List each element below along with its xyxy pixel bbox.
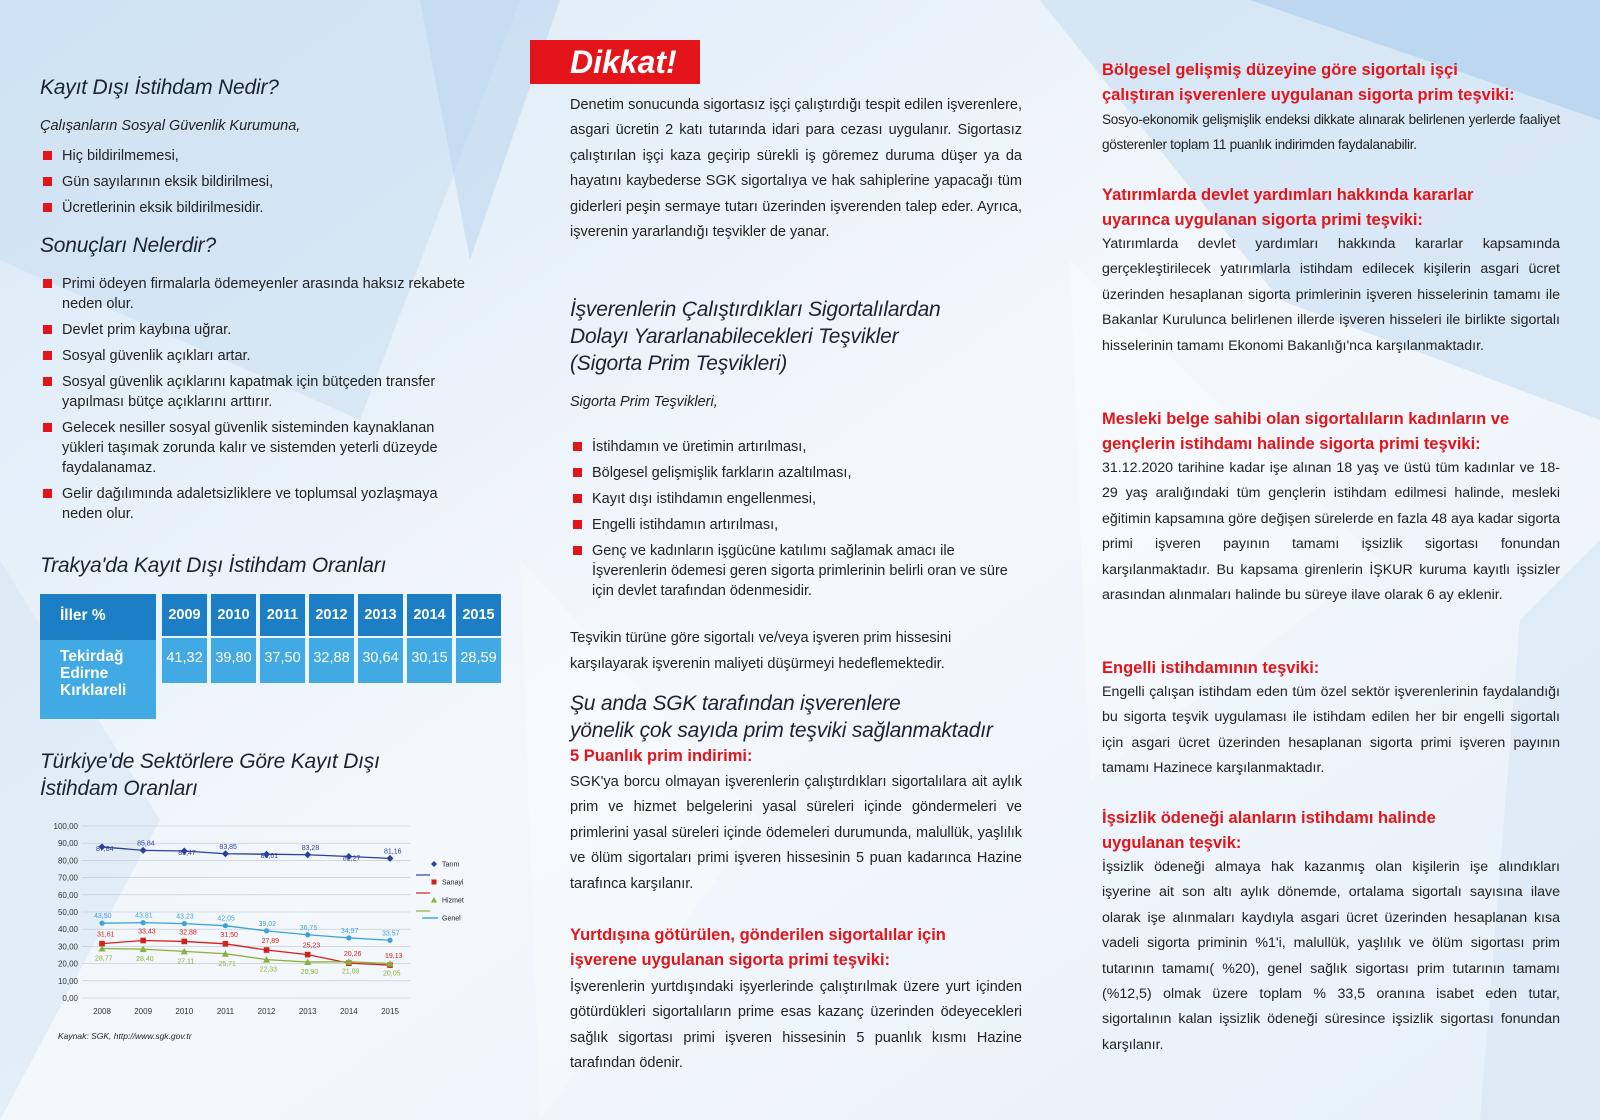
data-point: [182, 921, 187, 926]
data-label: 28,40: [136, 956, 154, 964]
table-year-header: 2013: [358, 594, 403, 636]
data-label: 81,16: [384, 848, 402, 856]
heading-line: Türkiye'de Sektörlere Göre Kayıt Dışı: [40, 750, 380, 773]
heading-regional: [1102, 58, 1560, 108]
x-tick-label: 2008: [93, 1007, 111, 1016]
y-tick-label: 20,00: [57, 959, 78, 969]
data-label: 33,57: [382, 930, 400, 938]
data-label: 32,88: [179, 929, 197, 937]
data-point: [223, 941, 229, 947]
warning-banner: Dikkat!: [530, 40, 700, 84]
data-point: [223, 923, 228, 928]
heading-line: Mesleki belge sahibi olan sigortalıların kadınların ve: [1102, 410, 1510, 428]
y-tick-label: 100,00: [53, 822, 78, 831]
data-label: 31,61: [97, 931, 115, 939]
heading-line: işverene uygulanan sigorta primi teşviki:: [570, 951, 891, 969]
data-label: 36,75: [299, 924, 318, 932]
table-year-header: 2010: [211, 594, 256, 636]
data-label: 19,13: [385, 953, 403, 961]
list-item: Engelli istihdamın artırılması,: [570, 515, 1010, 535]
table-value-cell: 37,50: [260, 638, 305, 683]
legend-label: Genel: [442, 915, 461, 923]
data-label: 27,89: [261, 938, 280, 946]
abroad-paragraph: İşverenlerin yurtdışındaki işyerlerinde çalıştırılmak üzere yurt içinden götürdükleri sigortalıların prime esas kazanç üzerinden ödeyecekleri sağlık sigortası primi işveren hissesinin 5 puanlık kısmı Hazine tarafından ödenir.: [570, 979, 1022, 1072]
list-item: İstihdamın ve üretimin artırılması,: [570, 437, 1010, 457]
data-label: 85,84: [137, 840, 155, 848]
table-year-header: 2009: [162, 594, 207, 636]
table-value-cell: 28,59: [456, 638, 501, 683]
legend-marker: [432, 880, 437, 885]
heading-line: uyarınca uygulanan sigorta primi teşviki:: [1102, 211, 1423, 229]
legend-label: Tarım: [442, 861, 460, 869]
data-label: 42,05: [217, 915, 235, 923]
heading-abroad: [570, 923, 1022, 973]
legend-marker: [431, 861, 437, 867]
heading-line: gençlerin istihdamı halinde sigorta primi teşviki:: [1102, 435, 1481, 453]
x-tick-label: 2011: [216, 1007, 235, 1016]
data-point: [304, 851, 311, 858]
y-tick-label: 80,00: [57, 856, 78, 866]
list-item: Sosyal güvenlik açıkları artar.: [40, 346, 470, 366]
heading-trakya: Trakya'da Kayıt Dışı İstihdam Oranları: [40, 554, 387, 577]
y-tick-label: 90,00: [57, 839, 78, 849]
table-year-header: 2012: [309, 594, 354, 636]
data-label: 25,71: [218, 960, 236, 968]
legend-label: Hizmet: [442, 897, 464, 905]
table-year-header: 2014: [407, 594, 452, 636]
heading-sgk-incentives: [570, 690, 1022, 744]
heading-what-is: Kayıt Dışı İstihdam Nedir?: [40, 76, 279, 99]
sector-informal-employment-chart: [40, 812, 480, 1037]
data-point: [264, 947, 270, 953]
heading-line: İstihdam Oranları: [40, 777, 198, 800]
five-point-paragraph: SGK'ya borcu olmayan işverenlerin çalıştırdıkları sigortalılara ait aylık prim ve hizmet belgelerini yasal süreleri içinde göndermeleri ve primlerini yasal süreleri içinde ödemeleri durumunda, malullük, yaşlılık ve ölüm sigortaları primi işveren hissesinin 5 puan kadarınca Hazine tarafınca karşılanır.: [570, 774, 1022, 892]
heading-line: (Sigorta Prim Teşvikleri): [570, 352, 788, 375]
data-label: 82,27: [342, 855, 361, 863]
data-label: 43,23: [176, 913, 194, 921]
table-value-cell: 30,64: [358, 638, 403, 683]
table-value-cell: 39,80: [211, 638, 256, 683]
heading-unemployment: [1102, 806, 1560, 856]
heading-line: yönelik çok sayıda prim teşviki sağlanmaktadır: [570, 719, 993, 742]
heading-results: Sonuçları Nelerdir?: [40, 234, 216, 257]
data-label: 20,26: [343, 951, 362, 959]
list-item: Primi ödeyen firmalarla ödemeyenler arasında haksız rekabete neden olur.: [40, 274, 470, 314]
table-year-header: 2015: [456, 594, 501, 636]
regional-paragraph: Sosyo-ekonomik gelişmişlik endeksi dikkate alınarak belirlenen yerlerde faaliyet gösterenler toplam 11 puanlık indirimden faydalanabilir.: [1102, 112, 1560, 153]
y-tick-label: 10,00: [57, 976, 78, 986]
list-item: Devlet prim kaybına uğrar.: [40, 320, 470, 340]
data-label: 87,84: [96, 845, 114, 853]
x-tick-label: 2013: [298, 1007, 317, 1016]
list-item: Ücretlerinin eksik bildirilmesidir.: [40, 198, 480, 218]
data-label: 83,28: [301, 844, 320, 852]
data-label: 27,11: [177, 958, 195, 966]
y-tick-label: 0,00: [62, 994, 78, 1003]
table-provinces-cell: [40, 640, 156, 719]
table-value-cell: 41,32: [162, 638, 207, 683]
heading-incentives: [570, 296, 1022, 377]
incentive-goal-paragraph: Teşvikin türüne göre sigortalı ve/veya işveren prim hissesini karşılayarak işverenin maliyeti düşürmeyi hedeflemektedir.: [570, 630, 952, 672]
warning-paragraph: Denetim sonucunda sigortasız işçi çalıştırdığı tespit edilen işverenlere, asgari ücretin 2 katı tutarında idari para cezası uygulanır. Sigortasız çalıştırılan işçi kaza geçirip sürekli iş göremez duruma düşer ya da hayatını kaybederse SGK sigortalıya ve hak sahiplerine yapacağı tüm giderleri peşin sermaye tutarı üzerinden işverenden talep eder. Ayrıca, işverenin yararlandığı teşvikler de yanar.: [570, 97, 1022, 241]
list-item: Genç ve kadınların işgücüne katılımı sağlamak amacı ile İşverenlerin ödemesi geren sigorta primlerinin belirli oran ve süre için devlet tarafından ödenmesidir.: [570, 541, 1010, 601]
unemployment-paragraph: İşsizlik ödeneği almaya hak kazanmış olan kişilerin işe alındıkları işyerine ait son altı aylık dönemde, ortalama sigortalı sayısına ilave olarak işe alınmaları kaydıyla asgari ücret üzerinden hesaplanan kısa vadeli sigorta priminin %1'i, malullük, yaşlılık ve ölüm sigortası prim tutarının tamamı( %20), genel sağlık sigortası prim tutarının tamamı (%12,5) olmak üzere toplam % 33,5 oranına isabet eden tutar, sigortalının kalan işsizlik ödeneği süresince işsizlik sigortası fonundan karşılanır.: [1102, 859, 1560, 1053]
data-point: [141, 920, 146, 925]
heading-5-point: 5 Puanlık prim indirimi:: [570, 747, 753, 765]
data-label: 33,43: [138, 928, 156, 936]
data-label: 20,90: [300, 969, 319, 977]
table-header-provinces: İller %: [40, 594, 156, 640]
data-label: 20,05: [383, 970, 401, 978]
data-point: [140, 938, 146, 944]
data-point: [387, 855, 394, 862]
data-label: 31,50: [220, 931, 238, 939]
heading-disabled: Engelli istihdamının teşviki:: [1102, 659, 1320, 677]
heading-line: Yurtdışına götürülen, gönderilen sigortalılar için: [570, 926, 946, 944]
legend-marker: [431, 897, 437, 903]
subheading-incentives: Sigorta Prim Teşvikleri,: [570, 394, 718, 410]
list-item: Gün sayılarının eksik bildirilmesi,: [40, 172, 480, 192]
data-point: [264, 928, 269, 933]
data-label: 22,33: [259, 966, 278, 974]
list-results: [40, 274, 470, 524]
x-tick-label: 2009: [134, 1007, 153, 1016]
list-item: Sosyal güvenlik açıklarını kapatmak için bütçeden transfer yapılması bütçe açıklarını arttırır.: [40, 372, 470, 412]
subheading-workers: Çalışanların Sosyal Güvenlik Kurumuna,: [40, 118, 301, 134]
table-value-cell: 30,15: [407, 638, 452, 683]
y-tick-label: 60,00: [57, 890, 78, 900]
x-tick-label: 2010: [175, 1007, 194, 1016]
data-label: 28,77: [95, 955, 113, 963]
y-tick-label: 50,00: [57, 908, 78, 917]
list-item: Kayıt dışı istihdamın engellenmesi,: [570, 489, 1010, 509]
y-tick-label: 30,00: [57, 942, 78, 952]
data-point: [346, 935, 351, 940]
disabled-paragraph: Engelli çalışan istihdam eden tüm özel sektör işverenlerinin faydalandığı bu sigorta teşvik uygulaması ile istihdam edilen her bir engelli sigortalı için asgari ücret üzerinden hesaplanan sigorta primi işveren payının tamamı Hazinece karşılanmaktadır.: [1102, 684, 1560, 777]
list-item: Gelir dağılımında adaletsizliklere ve toplumsal yozlaşmaya neden olur.: [40, 484, 470, 524]
data-point: [387, 938, 392, 943]
data-label: 21,09: [341, 968, 360, 976]
y-tick-label: 40,00: [57, 925, 78, 935]
heading-line: Bölgesel gelişmiş düzeyine göre sigortalı işçi: [1102, 61, 1458, 79]
data-point: [305, 952, 311, 958]
table-value-cell: 32,88: [309, 638, 354, 683]
data-label: 85,47: [178, 849, 196, 857]
x-tick-label: 2014: [339, 1007, 358, 1016]
list-incentives: [570, 437, 1010, 601]
legend-label: Sanayi: [442, 879, 464, 887]
data-point: [305, 932, 310, 937]
data-point: [99, 921, 104, 926]
province-name: Edirne: [60, 665, 109, 682]
heading-line: Şu anda SGK tarafından işverenlere: [570, 692, 901, 715]
table-year-header: 2011: [260, 594, 305, 636]
data-label: 83,85: [219, 843, 237, 851]
heading-vocational: [1102, 407, 1560, 457]
data-label: 39,02: [258, 920, 277, 928]
chart-source: Kaynak: SGK, http://www.sgk.gov.tr: [58, 1031, 192, 1041]
vocational-paragraph: 31.12.2020 tarihine kadar işe alınan 18 yaş ve üstü tüm kadınlar ve 18-29 yaş aralığındaki tüm gençlerin istihdam edilmesi halinde, mesleki eğitimin kapsamına göre değişen sürelerde en fazla 48 aya kadar sigorta primi işveren payının tamamı işsizlik sigortası fonundan karşılanmaktadır. Bu kapsama girenlerin İŞKUR kuruma kayıtlı işsizler arasından alınmaları halinde bu süreye ilave olarak 6 ay eklenir.: [1102, 460, 1560, 604]
data-label: 43,81: [135, 912, 153, 920]
data-label: 34,97: [340, 927, 359, 935]
x-tick-label: 2012: [257, 1007, 276, 1016]
data-point: [222, 850, 229, 857]
heading-line: İşverenlerin Çalıştırdıkları Sigortalılardan: [570, 298, 941, 321]
heading-line: Dolayı Yararlanabilecekleri Teşvikler: [570, 325, 899, 348]
heading-investment: [1102, 183, 1560, 233]
investment-paragraph: Yatırımlarda devlet yardımları hakkında kararlar kapsamında gerçekleştirilecek yatırımlarla istihdam edilecek kişilerin asgari ücret üzerinden hesaplanan sigorta primlerinin işveren hisselerinin tamamı ile Bakanlar Kurulunca belirlenen illerde işveren hisseleri ile birlikte sigortalı hisselerinin tamamı Ekonomi Bakanlığı'nca karşılanmaktadır.: [1102, 236, 1560, 354]
heading-sectors: [40, 748, 480, 802]
heading-line: çalıştıran işverenlere uygulanan sigorta prim teşviki:: [1102, 86, 1515, 104]
province-name: Kırklareli: [60, 682, 127, 699]
list-item: Hiç bildirilmemesi,: [40, 146, 480, 166]
data-label: 83,61: [260, 853, 279, 861]
x-tick-label: 2015: [381, 1007, 399, 1016]
data-point: [140, 847, 147, 854]
list-unreported: [40, 146, 480, 218]
province-name: Tekirdağ: [60, 648, 124, 665]
list-item: Bölgesel gelişmişlik farkların azaltılması,: [570, 463, 1010, 483]
list-item: Gelecek nesiller sosyal güvenlik sisteminden kaynaklanan yükleri taşımak zorunda kalır ve sistemden yeterli düzeyde faydalanamaz.: [40, 418, 470, 478]
heading-line: Yatırımlarda devlet yardımları hakkında kararlar: [1102, 186, 1474, 204]
heading-line: İşsizlik ödeneği alanların istihdamı halinde: [1102, 809, 1436, 827]
data-label: 43,50: [94, 913, 112, 921]
heading-line: uygulanan teşvik:: [1102, 834, 1242, 852]
data-label: 25,23: [302, 942, 321, 950]
y-tick-label: 70,00: [57, 873, 78, 883]
data-point: [181, 939, 187, 945]
